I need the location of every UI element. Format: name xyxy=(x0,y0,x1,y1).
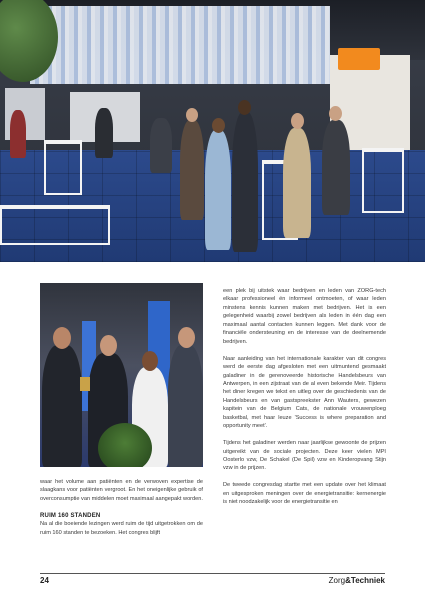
visitor xyxy=(95,108,113,158)
page-number: 24 xyxy=(40,576,49,585)
award-photo xyxy=(40,283,203,467)
visitor xyxy=(150,118,172,173)
brand-part: &Techniek xyxy=(345,576,385,585)
person xyxy=(168,345,203,467)
visitor xyxy=(205,130,231,250)
paragraph: Tijdens het galadiner werden naar jaarlijkse gewoonte de prijzen uitgereikt van de sociale projecten. Deze keer vielen MPI Oosterlo vzw, De Schakel (De Spil) vzw en Kinderopvang Stijn vzw in de prijzen. xyxy=(223,440,386,472)
person-head xyxy=(142,351,158,371)
white-table xyxy=(0,205,110,245)
paragraph: Na al die boeiende lezingen werd ruim de tijd uitgetrokken om de ruim 160 standen te bezoeken. Het congres blijft xyxy=(40,521,203,536)
text-column-left xyxy=(40,478,203,546)
brand-part: Zorg xyxy=(328,576,346,585)
person xyxy=(42,345,82,467)
backdrop-curtain xyxy=(30,6,330,84)
plant xyxy=(98,423,152,467)
person-head xyxy=(178,327,195,348)
visitor-head xyxy=(329,106,342,121)
trade-show-photo xyxy=(0,0,425,262)
standing-table xyxy=(362,148,404,213)
paragraph: waar het volume aan patiënten en de verwoven expertise de slaagkans voor patiënten vergroot. En het oneigenlijke gebruik of overconsumptie van middelen moet maximaal aangepakt worden. xyxy=(40,479,203,502)
paragraph: Naar aanleiding van het internationale karakter van dit congres werd de eerste dag afgesloten met een uitmuntend gesmaakt galadiner in de gerenoveerde historische Handelsbeurs van Antwerpen, in een zijstraat van de al even bekende Meir. Tijdens het diner kregen we tekst en uitleg over de geschiedenis van de Handelsbeurs en van gastspreekster Ann Wauters, gewezen kapitein van de Belgium Cats, de nationale vrouwenploeg basketbal, met haar leuze 'Success is where preparation and opportunity meet'. xyxy=(223,355,386,430)
paragraph: een plek bij uitstek waar bedrijven en leden van ZORG-tech elkaar professioneel én informeel ontmoeten, of waar leden minstens kennis kunnen maken met bedrijven. Het is een gelegenheid waarbij zowel bedrijven als leden in één dag een maximaal aantal contacten kunnen leggen. Met dank voor de financiële ondersteuning en de interesse van de deelnemende bedrijven. xyxy=(223,288,386,345)
visitor xyxy=(10,110,26,158)
paragraph: De tweede congresdag startte met een update over het klimaat en uitgesproken meningen over de energietransitie: kernenergie is niet noodzakelijk voor de energietransitie en xyxy=(223,482,386,506)
award-trophy xyxy=(80,377,90,391)
visitor xyxy=(232,112,258,252)
footer-divider xyxy=(40,573,385,574)
visitor-head xyxy=(238,100,251,115)
text-column-right xyxy=(223,287,386,515)
section-heading: RUIM 160 STANDEN xyxy=(40,512,101,519)
visitor xyxy=(322,120,350,215)
visitor xyxy=(283,128,311,238)
person-head xyxy=(100,335,117,356)
booth-sign xyxy=(338,48,380,70)
person-head xyxy=(53,327,71,349)
visitor-head xyxy=(291,113,304,129)
visitor-head xyxy=(212,118,225,133)
visitor-head xyxy=(186,108,198,122)
visitor xyxy=(180,120,204,220)
magazine-brand xyxy=(329,576,385,585)
standing-table xyxy=(44,140,82,195)
